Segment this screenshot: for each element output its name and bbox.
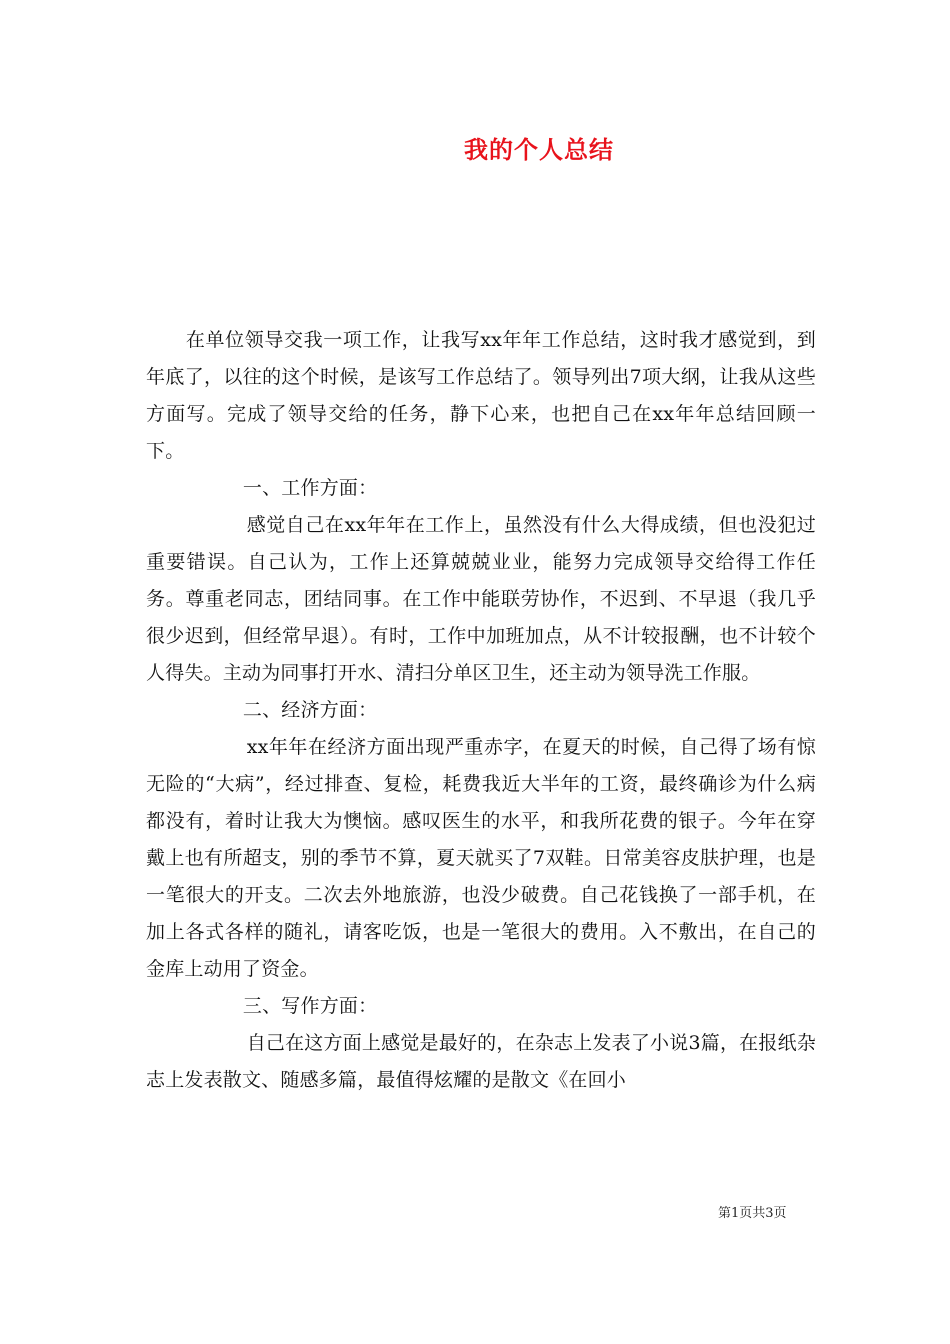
section-heading-work: 一、工作方面： (242, 477, 378, 499)
page-number-footer: 第1页共3页 (718, 1206, 787, 1221)
writing-paragraph: 自己在这方面上感觉是最好的，在杂志上发表了小说3篇，在报纸杂志上发表散文、随感多篇，最值得炫耀的是散文《在回小 (146, 1032, 816, 1091)
document-body (146, 322, 816, 1099)
section-heading-writing: 三、写作方面： (242, 995, 378, 1017)
intro-paragraph: 在单位领导交我一项工作，让我写xx年年工作总结，这时我才感觉到，到年底了，以往的这个时候，是该写工作总结了。领导列出7项大纲，让我从这些方面写。完成了领导交给的任务，静下心来，也把自己在xx年年总结回顾一下。 (146, 329, 816, 462)
document-title: 我的个人总结 (464, 135, 614, 164)
work-paragraph: 感觉自己在xx年年在工作上，虽然没有什么大得成绩，但也没犯过重要错误。自己认为，工作上还算兢兢业业，能努力完成领导交给得工作任务。尊重老同志，团结同事。在工作中能联劳协作，不迟到、不早退（我几乎很少迟到，但经常早退）。有时，工作中加班加点，从不计较报酬，也不计较个人得失。主动为同事打开水、清扫分单区卫生，还主动为领导洗工作服。 (146, 514, 816, 684)
economy-paragraph: xx年年在经济方面出现严重赤字，在夏天的时候，自己得了场有惊无险的“大病”，经过排查、复检，耗费我近大半年的工资，最终确诊为什么病都没有，着时让我大为懊恼。感叹医生的水平，和我所花费的银子。今年在穿戴上也有所超支，别的季节不算，夏天就买了7双鞋。日常美容皮肤护理，也是一笔很大的开支。二次去外地旅游，也没少破费。自己花钱换了一部手机，在加上各式各样的随礼，请客吃饭，也是一笔很大的费用。入不敷出，在自己的金库上动用了资金。 (146, 736, 816, 980)
section-heading-economy: 二、经济方面： (242, 699, 378, 721)
